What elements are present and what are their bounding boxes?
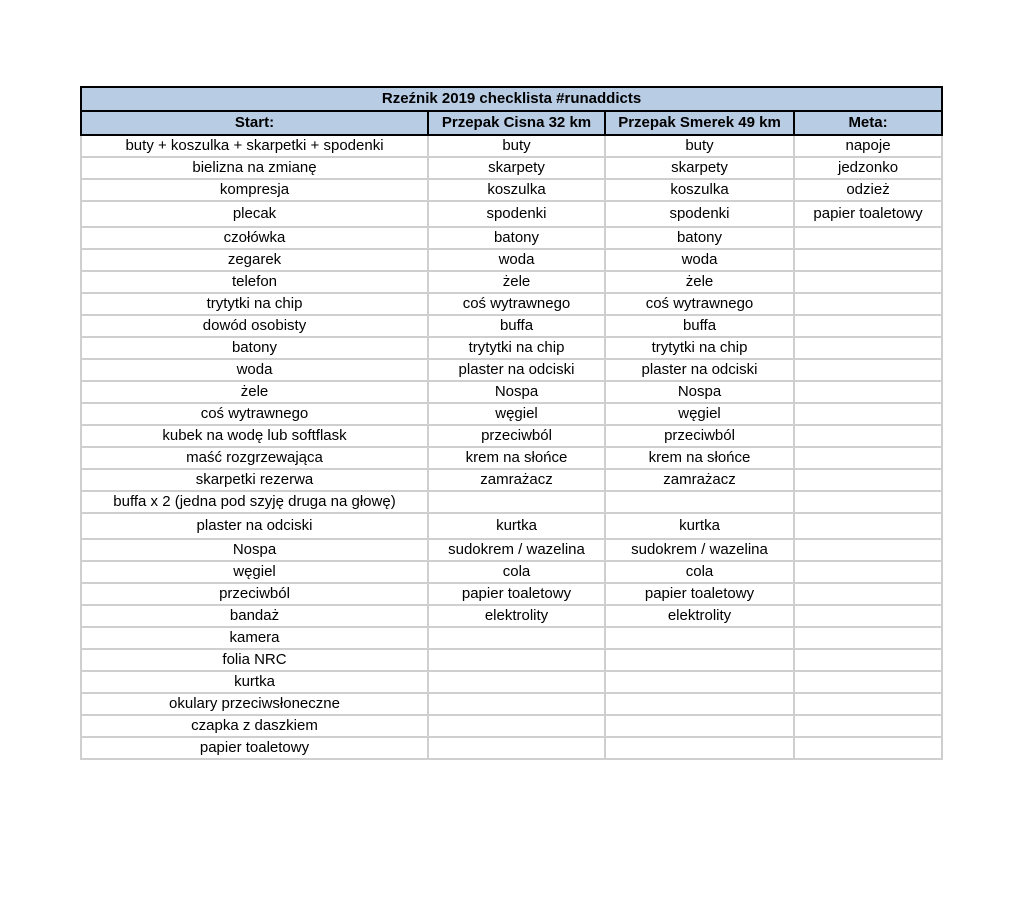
cell-cisna: krem na słońce bbox=[428, 447, 605, 469]
cell-smerek: skarpety bbox=[605, 157, 794, 179]
cell-meta bbox=[794, 447, 942, 469]
cell-start: folia NRC bbox=[81, 649, 428, 671]
cell-smerek: buffa bbox=[605, 315, 794, 337]
cell-start: plaster na odciski bbox=[81, 513, 428, 539]
table-row bbox=[81, 403, 942, 425]
column-header-smerek: Przepak Smerek 49 km bbox=[605, 111, 794, 135]
cell-meta bbox=[794, 671, 942, 693]
cell-meta bbox=[794, 271, 942, 293]
checklist-table bbox=[80, 86, 943, 760]
table-row bbox=[81, 627, 942, 649]
cell-start: batony bbox=[81, 337, 428, 359]
table-row bbox=[81, 561, 942, 583]
cell-cisna: woda bbox=[428, 249, 605, 271]
cell-start: okulary przeciwsłoneczne bbox=[81, 693, 428, 715]
column-header-meta: Meta: bbox=[794, 111, 942, 135]
cell-start: skarpetki rezerwa bbox=[81, 469, 428, 491]
cell-cisna: sudokrem / wazelina bbox=[428, 539, 605, 561]
cell-cisna: węgiel bbox=[428, 403, 605, 425]
cell-cisna bbox=[428, 693, 605, 715]
cell-start: Nospa bbox=[81, 539, 428, 561]
cell-start: bielizna na zmianę bbox=[81, 157, 428, 179]
cell-meta bbox=[794, 315, 942, 337]
table-row bbox=[81, 671, 942, 693]
cell-meta bbox=[794, 249, 942, 271]
table-row bbox=[81, 491, 942, 513]
cell-smerek bbox=[605, 491, 794, 513]
cell-smerek: plaster na odciski bbox=[605, 359, 794, 381]
cell-meta bbox=[794, 403, 942, 425]
cell-cisna bbox=[428, 737, 605, 759]
cell-smerek bbox=[605, 671, 794, 693]
cell-cisna: spodenki bbox=[428, 201, 605, 227]
table-row bbox=[81, 693, 942, 715]
cell-cisna: batony bbox=[428, 227, 605, 249]
table-row bbox=[81, 249, 942, 271]
table-row bbox=[81, 337, 942, 359]
cell-meta bbox=[794, 337, 942, 359]
table-row bbox=[81, 293, 942, 315]
cell-cisna bbox=[428, 627, 605, 649]
table-row bbox=[81, 227, 942, 249]
table-row bbox=[81, 513, 942, 539]
table-row bbox=[81, 539, 942, 561]
cell-start: kubek na wodę lub softflask bbox=[81, 425, 428, 447]
cell-start: dowód osobisty bbox=[81, 315, 428, 337]
cell-start: papier toaletowy bbox=[81, 737, 428, 759]
cell-smerek bbox=[605, 649, 794, 671]
cell-start: plecak bbox=[81, 201, 428, 227]
cell-start: węgiel bbox=[81, 561, 428, 583]
cell-smerek: buty bbox=[605, 135, 794, 157]
cell-cisna: coś wytrawnego bbox=[428, 293, 605, 315]
cell-cisna: buty bbox=[428, 135, 605, 157]
cell-cisna: kurtka bbox=[428, 513, 605, 539]
cell-meta bbox=[794, 491, 942, 513]
cell-start: telefon bbox=[81, 271, 428, 293]
cell-cisna: papier toaletowy bbox=[428, 583, 605, 605]
table-row bbox=[81, 315, 942, 337]
cell-cisna: żele bbox=[428, 271, 605, 293]
cell-cisna: plaster na odciski bbox=[428, 359, 605, 381]
table-row bbox=[81, 447, 942, 469]
cell-smerek: przeciwból bbox=[605, 425, 794, 447]
cell-cisna: trytytki na chip bbox=[428, 337, 605, 359]
cell-smerek: kurtka bbox=[605, 513, 794, 539]
cell-cisna bbox=[428, 671, 605, 693]
cell-start: trytytki na chip bbox=[81, 293, 428, 315]
table-row bbox=[81, 583, 942, 605]
cell-meta bbox=[794, 583, 942, 605]
column-header-start: Start: bbox=[81, 111, 428, 135]
cell-smerek: woda bbox=[605, 249, 794, 271]
table-row bbox=[81, 715, 942, 737]
cell-start: woda bbox=[81, 359, 428, 381]
cell-start: żele bbox=[81, 381, 428, 403]
cell-cisna: zamrażacz bbox=[428, 469, 605, 491]
table-row bbox=[81, 135, 942, 157]
cell-smerek: węgiel bbox=[605, 403, 794, 425]
table-title: Rzeźnik 2019 checklista #runaddicts bbox=[81, 87, 942, 111]
cell-meta bbox=[794, 737, 942, 759]
cell-cisna: przeciwból bbox=[428, 425, 605, 447]
cell-start: kompresja bbox=[81, 179, 428, 201]
cell-meta bbox=[794, 627, 942, 649]
cell-smerek: żele bbox=[605, 271, 794, 293]
cell-meta bbox=[794, 561, 942, 583]
cell-cisna: koszulka bbox=[428, 179, 605, 201]
cell-meta bbox=[794, 693, 942, 715]
cell-start: zegarek bbox=[81, 249, 428, 271]
cell-smerek: koszulka bbox=[605, 179, 794, 201]
cell-start: czołówka bbox=[81, 227, 428, 249]
cell-meta: napoje bbox=[794, 135, 942, 157]
cell-cisna: Nospa bbox=[428, 381, 605, 403]
cell-smerek: spodenki bbox=[605, 201, 794, 227]
table-row bbox=[81, 201, 942, 227]
table-row bbox=[81, 157, 942, 179]
cell-smerek bbox=[605, 737, 794, 759]
cell-cisna: skarpety bbox=[428, 157, 605, 179]
table-row bbox=[81, 179, 942, 201]
table-row bbox=[81, 469, 942, 491]
table-row bbox=[81, 737, 942, 759]
cell-meta bbox=[794, 539, 942, 561]
cell-smerek bbox=[605, 627, 794, 649]
cell-meta bbox=[794, 605, 942, 627]
cell-start: buty + koszulka + skarpetki + spodenki bbox=[81, 135, 428, 157]
cell-meta: papier toaletowy bbox=[794, 201, 942, 227]
cell-smerek: Nospa bbox=[605, 381, 794, 403]
cell-meta bbox=[794, 513, 942, 539]
cell-smerek bbox=[605, 693, 794, 715]
cell-smerek: batony bbox=[605, 227, 794, 249]
cell-meta bbox=[794, 293, 942, 315]
cell-start: buffa x 2 (jedna pod szyję druga na głowę) bbox=[81, 491, 428, 513]
cell-meta bbox=[794, 381, 942, 403]
cell-smerek: papier toaletowy bbox=[605, 583, 794, 605]
cell-meta: odzież bbox=[794, 179, 942, 201]
cell-meta bbox=[794, 359, 942, 381]
cell-start: bandaż bbox=[81, 605, 428, 627]
column-header-cisna: Przepak Cisna 32 km bbox=[428, 111, 605, 135]
table-row bbox=[81, 271, 942, 293]
cell-smerek: krem na słońce bbox=[605, 447, 794, 469]
table-row bbox=[81, 359, 942, 381]
title-row bbox=[81, 87, 942, 111]
cell-smerek: zamrażacz bbox=[605, 469, 794, 491]
cell-smerek: trytytki na chip bbox=[605, 337, 794, 359]
table-row bbox=[81, 381, 942, 403]
cell-smerek: sudokrem / wazelina bbox=[605, 539, 794, 561]
header-row bbox=[81, 111, 942, 135]
cell-meta bbox=[794, 227, 942, 249]
cell-meta: jedzonko bbox=[794, 157, 942, 179]
cell-cisna: elektrolity bbox=[428, 605, 605, 627]
cell-meta bbox=[794, 469, 942, 491]
cell-cisna bbox=[428, 649, 605, 671]
cell-smerek: cola bbox=[605, 561, 794, 583]
cell-smerek bbox=[605, 715, 794, 737]
cell-start: maść rozgrzewająca bbox=[81, 447, 428, 469]
cell-smerek: coś wytrawnego bbox=[605, 293, 794, 315]
cell-cisna bbox=[428, 715, 605, 737]
cell-cisna: buffa bbox=[428, 315, 605, 337]
cell-meta bbox=[794, 425, 942, 447]
cell-smerek: elektrolity bbox=[605, 605, 794, 627]
table-row bbox=[81, 649, 942, 671]
cell-start: przeciwból bbox=[81, 583, 428, 605]
cell-start: coś wytrawnego bbox=[81, 403, 428, 425]
table-row bbox=[81, 605, 942, 627]
table-row bbox=[81, 425, 942, 447]
cell-start: kamera bbox=[81, 627, 428, 649]
cell-start: czapka z daszkiem bbox=[81, 715, 428, 737]
cell-cisna: cola bbox=[428, 561, 605, 583]
cell-meta bbox=[794, 649, 942, 671]
cell-start: kurtka bbox=[81, 671, 428, 693]
cell-meta bbox=[794, 715, 942, 737]
cell-cisna bbox=[428, 491, 605, 513]
